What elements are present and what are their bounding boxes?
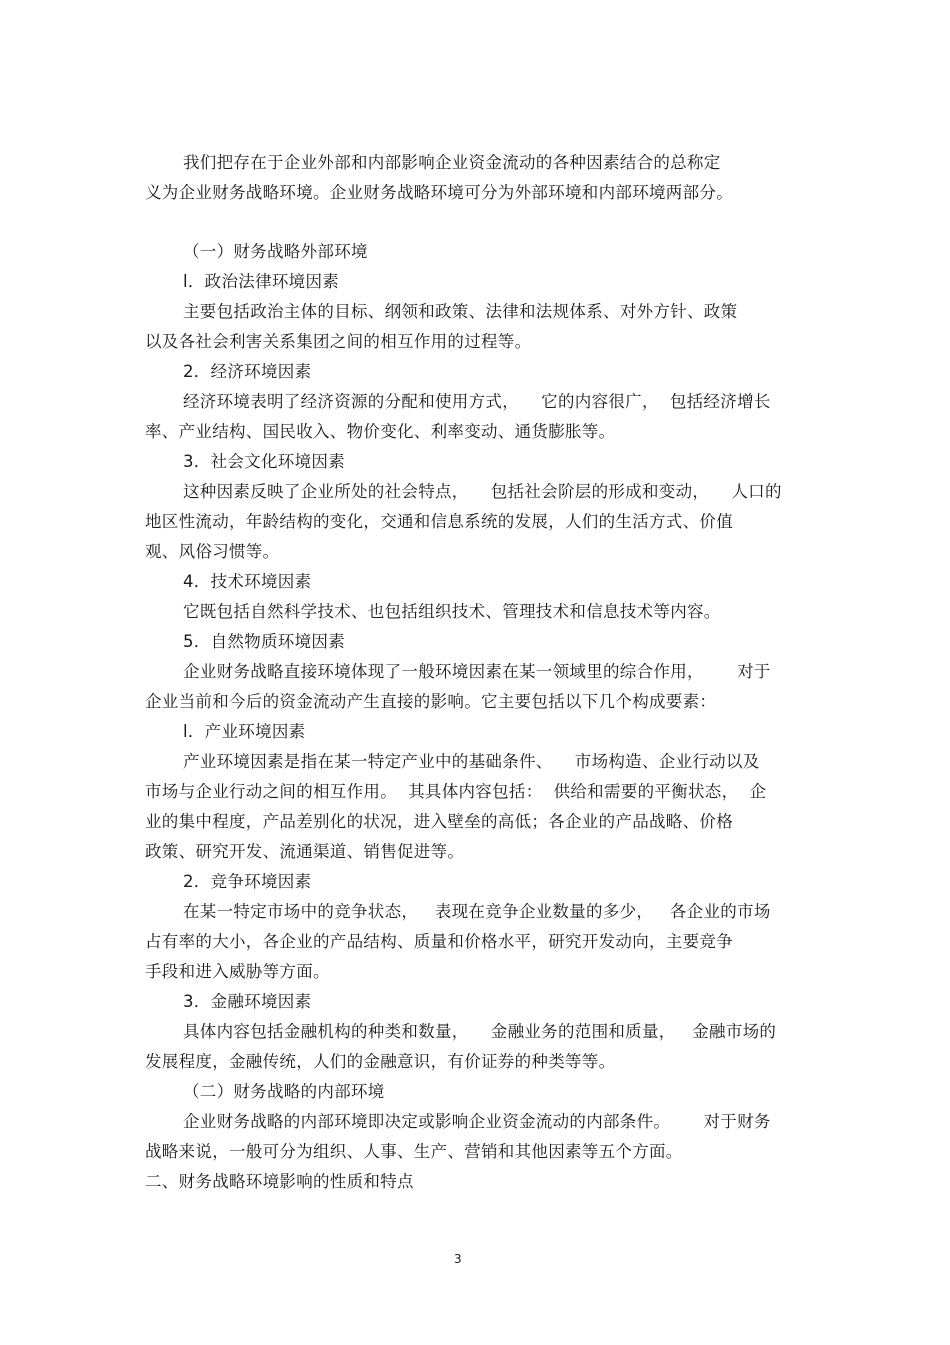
text-line: 我们把存在于企业外部和内部影响企业资金流动的各种因素结合的总称定 bbox=[183, 153, 721, 172]
text-line: 观、风俗习惯等。 bbox=[145, 542, 280, 561]
subsection-heading: 2．经济环境因素 bbox=[183, 362, 312, 381]
text-line: 占有率的大小，各企业的产品结构、质量和价格水平，研究开发动向，主要竞争 bbox=[145, 932, 733, 951]
text-line: 它既包括自然科学技术、也包括组织技术、管理技术和信息技术等内容。 bbox=[183, 602, 721, 621]
text-line: 企业财务战略直接环境体现了一般环境因素在某一领域里的综合作用， 对于 bbox=[183, 662, 771, 681]
text-line: 在某一特定市场中的竞争状态， 表现在竞争企业数量的多少， 各企业的市场 bbox=[183, 902, 771, 921]
section-heading: （一）财务战略外部环境 bbox=[183, 242, 368, 261]
subsection-heading: 3．金融环境因素 bbox=[183, 992, 312, 1011]
text-line: 这种因素反映了企业所处的社会特点， 包括社会阶层的形成和变动， 人口的 bbox=[183, 482, 782, 501]
text-line: 市场与企业行动之间的相互作用。 其具体内容包括： 供给和需要的平衡状态， 企 bbox=[145, 782, 767, 801]
text-line: 率、产业结构、国民收入、物价变化、利率变动、通货膨胀等。 bbox=[145, 422, 616, 441]
text-line: 业的集中程度，产品差别化的状况，进入壁垒的高低；各企业的产品战略、价格 bbox=[145, 812, 733, 831]
text-line: 手段和进入威胁等方面。 bbox=[145, 962, 330, 981]
text-line: 企业财务战略的内部环境即决定或影响企业资金流动的内部条件。 对于财务 bbox=[183, 1112, 771, 1131]
subsection-heading: 2．竞争环境因素 bbox=[183, 872, 312, 891]
subsection-heading: 3．社会文化环境因素 bbox=[183, 452, 345, 471]
subsection-heading: l．产业环境因素 bbox=[183, 722, 306, 741]
text-line: 具体内容包括金融机构的种类和数量， 金融业务的范围和质量， 金融市场的 bbox=[183, 1022, 777, 1041]
text-line: 政策、研究开发、流通渠道、销售促进等。 bbox=[145, 842, 465, 861]
subsection-heading: l．政治法律环境因素 bbox=[183, 272, 340, 291]
text-line: 产业环境因素是指在某一特定产业中的基础条件、 市场构造、企业行动以及 bbox=[183, 752, 760, 771]
text-line: 战略来说，一般可分为组织、人事、生产、营销和其他因素等五个方面。 bbox=[145, 1142, 683, 1161]
text-line: 以及各社会利害关系集团之间的相互作用的过程等。 bbox=[145, 332, 532, 351]
text-line: 发展程度，金融传统，人们的金融意识，有价证券的种类等等。 bbox=[145, 1052, 616, 1071]
subsection-heading: 4．技术环境因素 bbox=[183, 572, 312, 591]
section-heading: （二）财务战略的内部环境 bbox=[183, 1082, 385, 1101]
text-line: 地区性流动，年龄结构的变化，交通和信息系统的发展，人们的生活方式、价值 bbox=[145, 512, 733, 531]
text-line: 企业当前和今后的资金流动产生直接的影响。它主要包括以下几个构成要素： bbox=[145, 692, 717, 711]
subsection-heading: 5．自然物质环境因素 bbox=[183, 632, 345, 651]
chapter-heading: 二、财务战略环境影响的性质和特点 bbox=[145, 1172, 414, 1191]
text-line: 义为企业财务战略环境。企业财务战略环境可分为外部环境和内部环境两部分。 bbox=[145, 183, 733, 202]
text-line: 经济环境表明了经济资源的分配和使用方式， 它的内容很广， 包括经济增长 bbox=[183, 392, 771, 411]
page-number: 3 bbox=[454, 1252, 462, 1266]
text-line: 主要包括政治主体的目标、纲领和政策、法律和法规体系、对外方针、政策 bbox=[183, 302, 738, 321]
